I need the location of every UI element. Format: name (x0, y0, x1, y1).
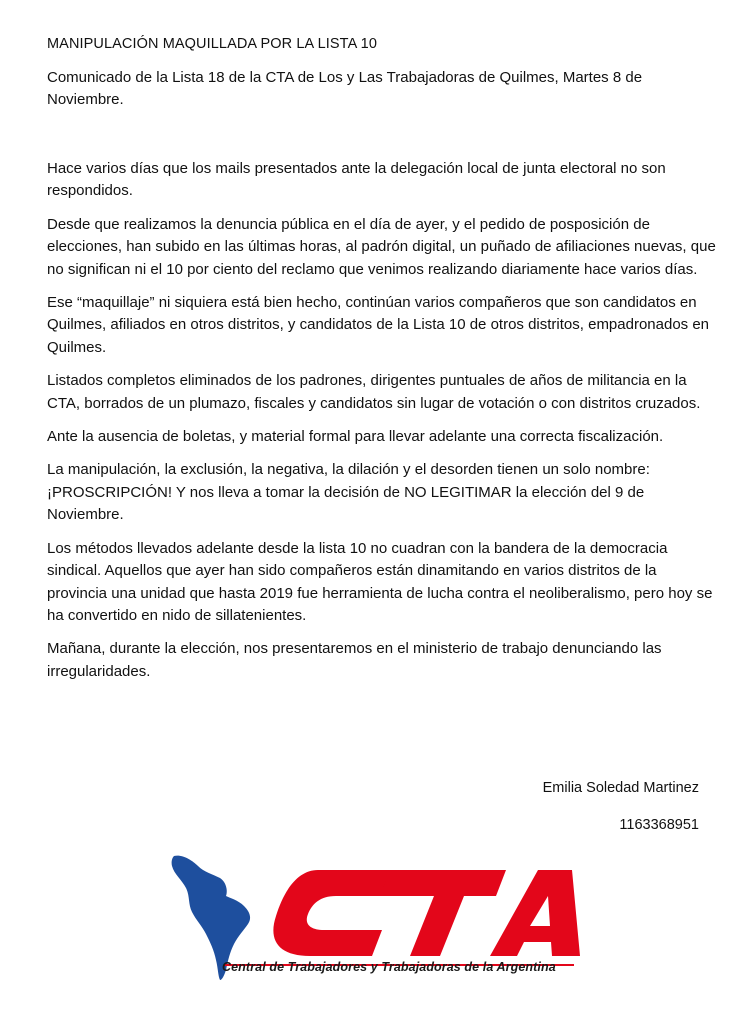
logo-caption: Central de Trabajadores y Trabajadoras de la Argentina (222, 960, 556, 974)
document-title: MANIPULACIÓN MAQUILLADA POR LA LISTA 10 (47, 36, 377, 52)
paragraph: Los métodos llevados adelante desde la lista 10 no cuadran con la bandera de la democracia sindical. Aquellos que ayer han sido compañeros están dinamitando en varios distritos de la provincia una unidad que hasta 2019 fue herramienta de lucha contra el neoliberalismo, pero hoy se ha convertido en nido de sillatenientes. (47, 539, 713, 624)
signature-name: Emilia Soledad Martinez (542, 780, 699, 796)
document-body (47, 158, 719, 694)
signature-phone: 1163368951 (619, 817, 699, 833)
paragraph: La manipulación, la exclusión, la negativa, la dilación y el desorden tienen un solo nombre: ¡PROSCRIPCIÓN! Y nos lleva a tomar la decisión de NO LEGITIMAR la elección del 9 de Noviembre. (47, 461, 650, 524)
paragraph: Hace varios días que los mails presentados ante la delegación local de junta electoral no son respondidos. (47, 160, 666, 200)
paragraph: Ese “maquillaje” ni siquiera está bien hecho, continúan varios compañeros que son candidatos en Quilmes, afiliados en otros distritos, y candidatos de la Lista 10 de otros distritos, empadronados en Quilmes. (47, 294, 710, 356)
document-intro: Comunicado de la Lista 18 de la CTA de Los y Las Trabajadoras de Quilmes, Martes 8 de Noviembre. (47, 69, 643, 108)
paragraph: Mañana, durante la elección, nos presentaremos en el ministerio de trabajo denunciando las irregularidades. (47, 640, 662, 680)
paragraph: Desde que realizamos la denuncia pública en el día de ayer, y el pedido de posposición de elecciones, han subido en las últimas horas, al padrón digital, un puñado de afiliaciones nuevas, que no significan ni el 10 por ciento del reclamo que venimos realizando diariamente hace varios días. (47, 215, 716, 278)
paragraph: Ante la ausencia de boletas, y material formal para llevar adelante una correcta fiscalización. (47, 428, 664, 446)
paragraph: Listados completos eliminados de los padrones, dirigentes puntuales de años de militancia en la CTA, borrados de un plumazo, fiscales y candidatos sin lugar de votación o con distritos cruzados. (47, 372, 701, 412)
